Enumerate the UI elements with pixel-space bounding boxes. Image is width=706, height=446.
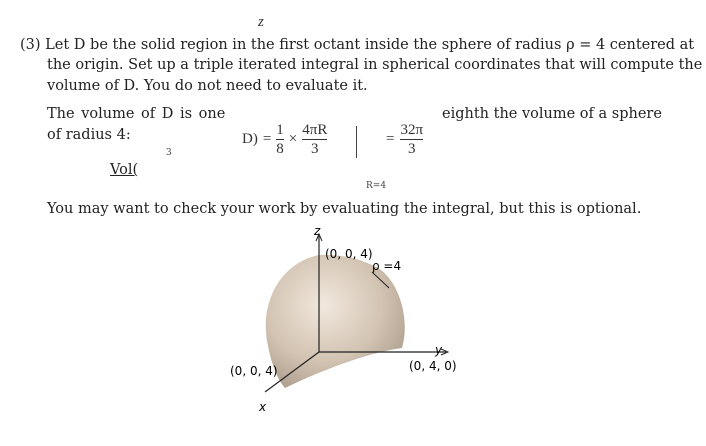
volume-note-right: eighth the volume of a sphere	[442, 106, 662, 122]
octant-surface	[266, 255, 405, 388]
point-top-label: (0, 0, 4)	[325, 247, 373, 261]
eval-subscript: R=4	[366, 181, 387, 191]
formula-equals: =	[262, 131, 272, 147]
frac1-num: 1	[276, 122, 284, 138]
y-axis-label: y	[435, 343, 443, 357]
rho-label: ρ =4	[372, 259, 402, 273]
small-three: 3	[166, 148, 172, 158]
problem-number: (3)	[20, 37, 41, 53]
frac3-den: 3	[408, 141, 416, 157]
frac2-num: 4πR	[302, 122, 328, 138]
z-axis-label: z	[314, 224, 321, 238]
formula-times: ×	[288, 131, 298, 147]
volume-note-radius: of radius 4:	[47, 127, 131, 143]
volume-note-left: The volume of D is one	[47, 106, 226, 122]
formula-d: D)	[242, 131, 258, 147]
point-x-label: (0, 0, 4)	[230, 364, 278, 378]
frac3-num: 32π	[400, 122, 424, 138]
x-axis-label: x	[259, 400, 267, 414]
problem-line-2: the origin. Set up a triple iterated integral in spherical coordinates that will compute the	[47, 57, 703, 73]
vol-label: Vol(	[110, 162, 139, 178]
frac2-den: 3	[311, 141, 319, 157]
frac1-den: 8	[276, 141, 284, 157]
problem-line-3: volume of D. You do not need to evaluate it.	[47, 78, 368, 94]
problem-text-1: Let D be the solid region in the first octant inside the sphere of radius ρ = 4 centered at	[45, 37, 695, 53]
point-y-label: (0, 4, 0)	[409, 359, 457, 373]
check-note: You may want to check your work by evaluating the integral, but this is optional.	[47, 201, 642, 217]
result-equals: =	[386, 131, 395, 147]
top-variable-z: z	[258, 14, 264, 30]
